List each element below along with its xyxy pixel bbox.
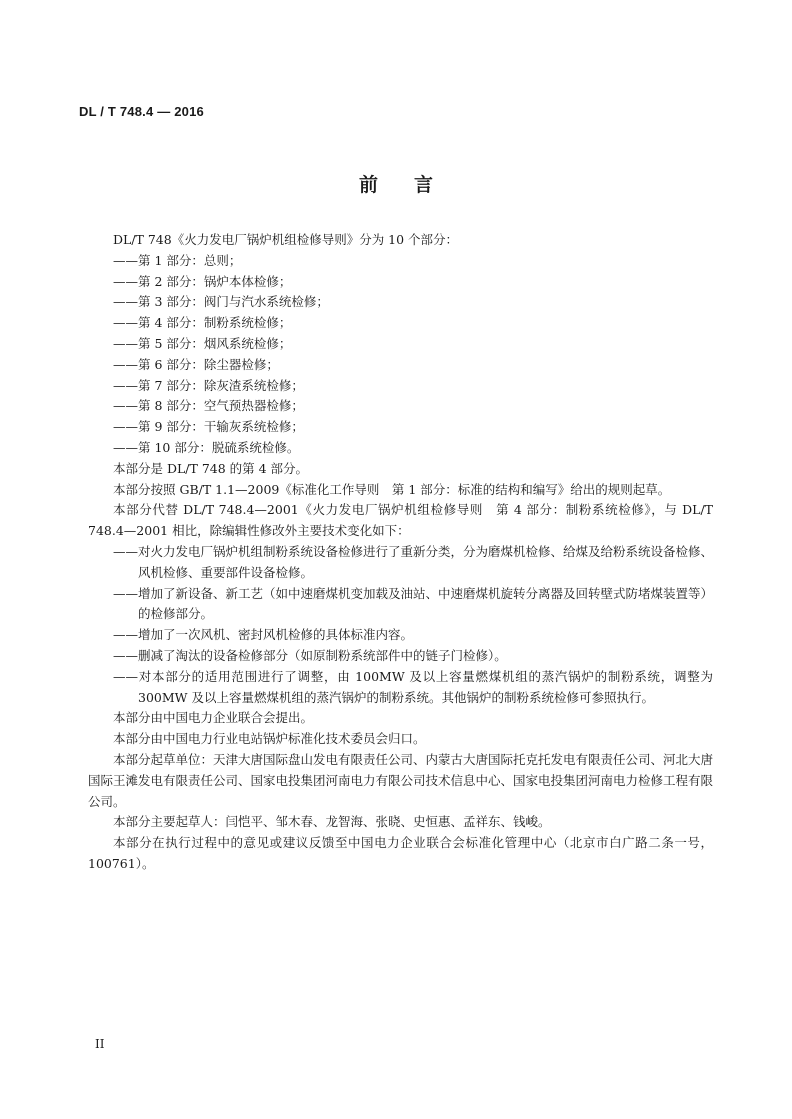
parts-list bbox=[88, 251, 713, 459]
replacement-paragraph: 本部分代替 DL/T 748.4—2001《火力发电厂锅炉机组检修导则 第 4 部分：制粉系统检修》，与 DL/T 748.4—2001 相比，除编辑性修改外主要技术变化如下： bbox=[88, 502, 713, 539]
managed-by-paragraph: 本部分由中国电力行业电站锅炉标准化技术委员会归口。 bbox=[113, 731, 426, 747]
list-item: ——第 8 部分：空气预热器检修； bbox=[113, 398, 304, 414]
list-item: ——第 9 部分：干输灰系统检修； bbox=[113, 419, 304, 435]
changes-list bbox=[88, 542, 713, 708]
drafting-rules-paragraph: 本部分按照 GB/T 1.1—2009《标准化工作导则 第 1 部分：标准的结构和编写》给出的规则起草。 bbox=[113, 481, 671, 497]
list-item: ——第 4 部分：制粉系统检修； bbox=[113, 315, 292, 331]
page-title: 前言 bbox=[358, 174, 469, 196]
proposed-by-paragraph: 本部分由中国电力企业联合会提出。 bbox=[113, 710, 314, 726]
list-item: ——对本部分的适用范围进行了调整，由 100MW 及以上容量燃煤机组的蒸汽锅炉的制粉系统，调整为 300MW 及以上容量燃煤机组的蒸汽锅炉的制粉系统。其他锅炉的制粉系统检修可参照执行。 bbox=[113, 668, 713, 705]
drafters-paragraph: 本部分主要起草人：闫恺平、邹木春、龙智海、张晓、史恒惠、孟祥东、钱峻。 bbox=[113, 814, 551, 830]
intro-paragraph: DL/T 748《火力发电厂锅炉机组检修导则》分为 10 个部分： bbox=[113, 232, 459, 247]
list-item: ——第 5 部分：烟风系统检修； bbox=[113, 335, 292, 351]
list-item: ——第 1 部分：总则； bbox=[113, 252, 242, 268]
feedback-paragraph: 本部分在执行过程中的意见或建议反馈至中国电力企业联合会标准化管理中心（北京市白广路二条一号，100761）。 bbox=[88, 835, 713, 871]
list-item: ——对火力发电厂锅炉机组制粉系统设备检修进行了重新分类，分为磨煤机检修、给煤及给粉系统设备检修、风机检修、重要部件设备检修。 bbox=[113, 543, 714, 580]
list-item: ——第 2 部分：锅炉本体检修； bbox=[113, 273, 292, 289]
foreword-body bbox=[88, 230, 713, 875]
document-code: DL / T 748.4 — 2016 bbox=[79, 104, 204, 119]
list-item: ——第 3 部分：阀门与汽水系统检修； bbox=[113, 294, 329, 310]
page-number: II bbox=[95, 1037, 105, 1051]
list-item: ——增加了一次风机、密封风机检修的具体标准内容。 bbox=[113, 627, 414, 643]
list-item: ——第 6 部分：除尘器检修； bbox=[113, 356, 279, 372]
list-item: ——第 7 部分：除灰渣系统检修； bbox=[113, 377, 304, 393]
list-item: ——删减了淘汰的设备检修部分（如原制粉系统部件中的链子门检修）。 bbox=[113, 647, 507, 663]
part-of-paragraph: 本部分是 DL/T 748 的第 4 部分。 bbox=[113, 460, 309, 476]
drafting-units-paragraph: 本部分起草单位：天津大唐国际盘山发电有限责任公司、内蒙古大唐国际托克托发电有限责任公司、河北大唐国际王滩发电有限责任公司、国家电投集团河南电力有限公司技术信息中心、国家电投集团河南电力检修工程有限公司。 bbox=[88, 751, 714, 809]
list-item: ——第 10 部分：脱硫系统检修。 bbox=[113, 439, 300, 455]
list-item: ——增加了新设备、新工艺（如中速磨煤机变加载及油站、中速磨煤机旋转分离器及回转壁式防堵煤装置等）的检修部分。 bbox=[113, 585, 714, 622]
